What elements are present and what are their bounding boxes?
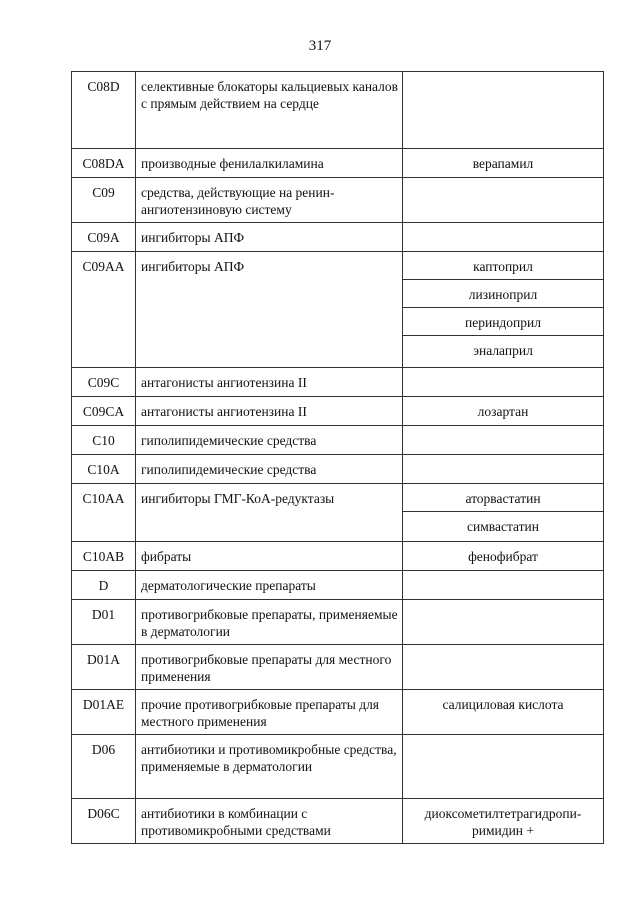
- drug-name: аторвастатин: [403, 484, 603, 512]
- drug-name: эналаприл: [473, 343, 533, 358]
- table-row: [72, 368, 604, 397]
- drug-name: каптоприл: [403, 252, 603, 280]
- drug-name: верапамил: [472, 156, 534, 171]
- drug-cell: [403, 799, 604, 844]
- table-row: [72, 600, 604, 645]
- table-row: [72, 542, 604, 571]
- table-row: [72, 455, 604, 484]
- table-row: [72, 149, 604, 178]
- atc-code: D06C: [72, 799, 136, 844]
- drug-cell: [403, 645, 604, 690]
- table-row: [72, 735, 604, 799]
- drug-name: лизиноприл: [403, 280, 603, 308]
- atc-code: C08D: [72, 72, 136, 149]
- atc-description: антагонисты ангиотензина II: [136, 368, 403, 397]
- drug-cell: [403, 72, 604, 149]
- atc-code: C10AA: [72, 484, 136, 542]
- drug-cell: [403, 690, 604, 735]
- drug-cell: [403, 455, 604, 484]
- atc-code: C10AB: [72, 542, 136, 571]
- table-row: [72, 799, 604, 844]
- drug-cell: [403, 368, 604, 397]
- atc-description: ингибиторы АПФ: [136, 223, 403, 252]
- table-row: [72, 484, 604, 542]
- drug-name: фенофибрат: [468, 549, 538, 564]
- drug-classification-table: [71, 71, 604, 844]
- drug-cell: [403, 542, 604, 571]
- atc-code: C09AA: [72, 252, 136, 368]
- atc-code: C09: [72, 178, 136, 223]
- atc-code: D01A: [72, 645, 136, 690]
- atc-description: противогрибковые препараты для местного применения: [136, 645, 403, 690]
- atc-description: производные фенилалкиламина: [136, 149, 403, 178]
- drug-cell: [403, 252, 604, 368]
- drug-cell: [403, 397, 604, 426]
- atc-description: гиполипидемические средства: [136, 455, 403, 484]
- drug-cell: [403, 178, 604, 223]
- drug-cell: [403, 223, 604, 252]
- atc-code: C10A: [72, 455, 136, 484]
- drug-cell: [403, 484, 604, 542]
- atc-description: антагонисты ангиотензина II: [136, 397, 403, 426]
- atc-code: C10: [72, 426, 136, 455]
- atc-code: C08DA: [72, 149, 136, 178]
- atc-code: D: [72, 571, 136, 600]
- atc-code: D01: [72, 600, 136, 645]
- drug-name: диоксометилтетрагидропи-римидин +: [424, 806, 582, 838]
- table-row: [72, 223, 604, 252]
- atc-description: антибиотики в комбинации с противомикробными средствами: [136, 799, 403, 844]
- drug-cell: [403, 600, 604, 645]
- table-row: [72, 690, 604, 735]
- table-row: [72, 645, 604, 690]
- page-number: 317: [308, 38, 332, 54]
- drug-name: салициловая кислота: [442, 697, 564, 712]
- atc-code: C09C: [72, 368, 136, 397]
- table-body: [72, 72, 604, 844]
- table-row: [72, 397, 604, 426]
- atc-code: C09CA: [72, 397, 136, 426]
- table-row: [72, 252, 604, 368]
- drug-cell: [403, 735, 604, 799]
- atc-code: D01AE: [72, 690, 136, 735]
- atc-description: антибиотики и противомикробные средства, применяемые в дерматологии: [136, 735, 403, 799]
- table-row: [72, 72, 604, 149]
- atc-description: фибраты: [136, 542, 403, 571]
- table-row: [72, 178, 604, 223]
- table-row: [72, 571, 604, 600]
- atc-code: C09A: [72, 223, 136, 252]
- atc-description: ингибиторы ГМГ-КоА-редуктазы: [136, 484, 403, 542]
- atc-description: ингибиторы АПФ: [136, 252, 403, 368]
- atc-description: гиполипидемические средства: [136, 426, 403, 455]
- atc-description: средства, действующие на ренин-ангиотензиновую систему: [136, 178, 403, 223]
- drug-cell: [403, 149, 604, 178]
- drug-cell: [403, 571, 604, 600]
- drug-name: лозартан: [477, 404, 529, 419]
- table-row: [72, 426, 604, 455]
- drug-name: периндоприл: [403, 308, 603, 336]
- atc-code: D06: [72, 735, 136, 799]
- atc-description: дерматологические препараты: [136, 571, 403, 600]
- drug-cell: [403, 426, 604, 455]
- atc-description: противогрибковые препараты, применяемые в дерматологии: [136, 600, 403, 645]
- atc-description: прочие противогрибковые препараты для местного применения: [136, 690, 403, 735]
- atc-description: селективные блокаторы кальциевых каналов с прямым действием на сердце: [136, 72, 403, 149]
- drug-name: симвастатин: [467, 519, 539, 534]
